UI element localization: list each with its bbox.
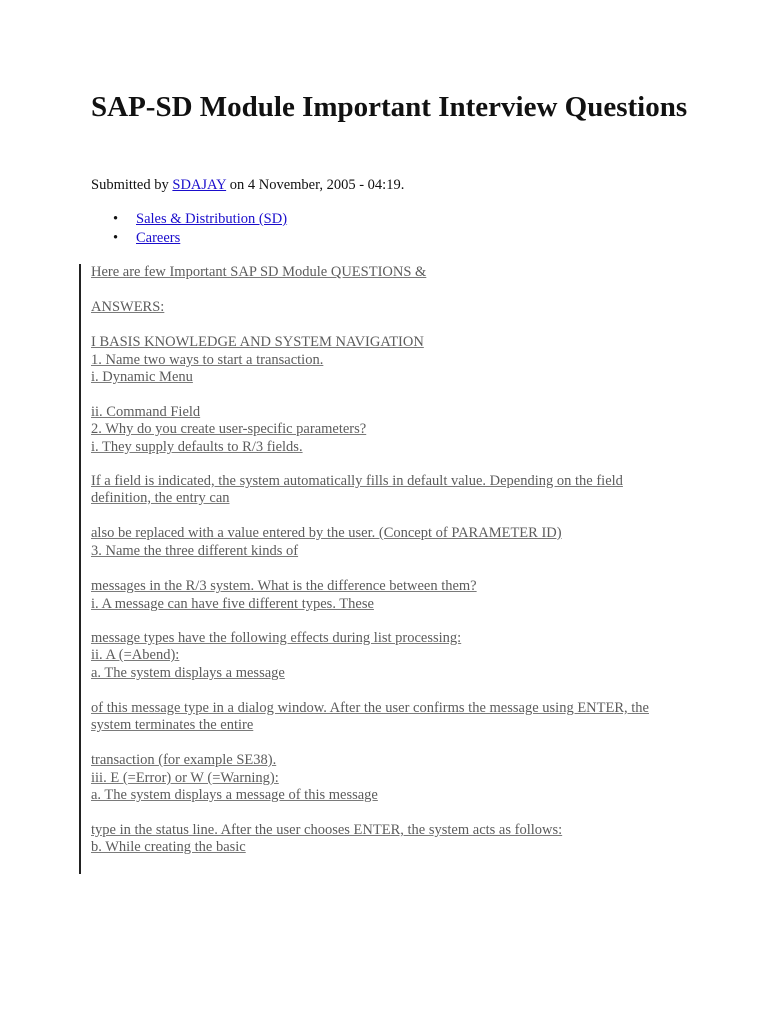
body-line: also be replaced with a value entered by the user. (Concept of PARAMETER ID) [91,525,562,541]
tag-item-careers [91,229,287,248]
body-line: b. While creating the basic [91,839,246,855]
body-line: iii. E (=Error) or W (=Warning): [91,770,279,786]
body-line: Here are few Important SAP SD Module QUESTIONS & [91,264,427,280]
body-line: 1. Name two ways to start a transaction. [91,352,324,368]
tag-link-sales-distribution[interactable]: Sales & Distribution (SD) [136,211,288,227]
author-link[interactable]: SDAJAY [172,177,227,193]
tag-link-careers[interactable]: Careers [136,230,181,246]
body-line: i. A message can have five different types. These [91,596,374,612]
body-line: i. They supply defaults to R/3 fields. [91,439,303,455]
byline-prefix: Submitted by [91,177,173,193]
body-line: ii. Command Field [91,404,201,420]
body-line: I BASIS KNOWLEDGE AND SYSTEM NAVIGATION [91,334,424,350]
body-line: definition, the entry can [91,490,230,506]
body-line: a. The system displays a message [91,665,285,681]
body-line: ANSWERS: [91,299,165,315]
body-line: a. The system displays a message of this message [91,787,378,803]
bullet-icon: • [113,230,119,246]
tag-item-sales-distribution [91,210,287,229]
body-line: 3. Name the three different kinds of [91,543,299,559]
byline [91,175,404,195]
page-title: SAP-SD Module Important Interview Questions [91,91,688,123]
body-line: of this message type in a dialog window. After the user confirms the message using ENTER, the [91,700,649,716]
body-line: messages in the R/3 system. What is the difference between them? [91,578,477,594]
byline-suffix: on 4 November, 2005 - 04:19. [226,177,405,193]
body-line: ii. A (=Abend): [91,647,180,663]
body-line: i. Dynamic Menu [91,369,193,385]
bullet-icon: • [113,211,119,227]
body-line: system terminates the entire [91,717,254,733]
body-line: 2. Why do you create user-specific parameters? [91,421,367,437]
quote-bar [79,264,81,874]
body-line: transaction (for example SE38). [91,752,277,768]
body-line: If a field is indicated, the system automatically fills in default value. Depending on the field [91,473,623,489]
body-line: message types have the following effects during list processing: [91,630,462,646]
body-line: type in the status line. After the user chooses ENTER, the system acts as follows: [91,822,563,838]
tag-list [91,210,287,248]
